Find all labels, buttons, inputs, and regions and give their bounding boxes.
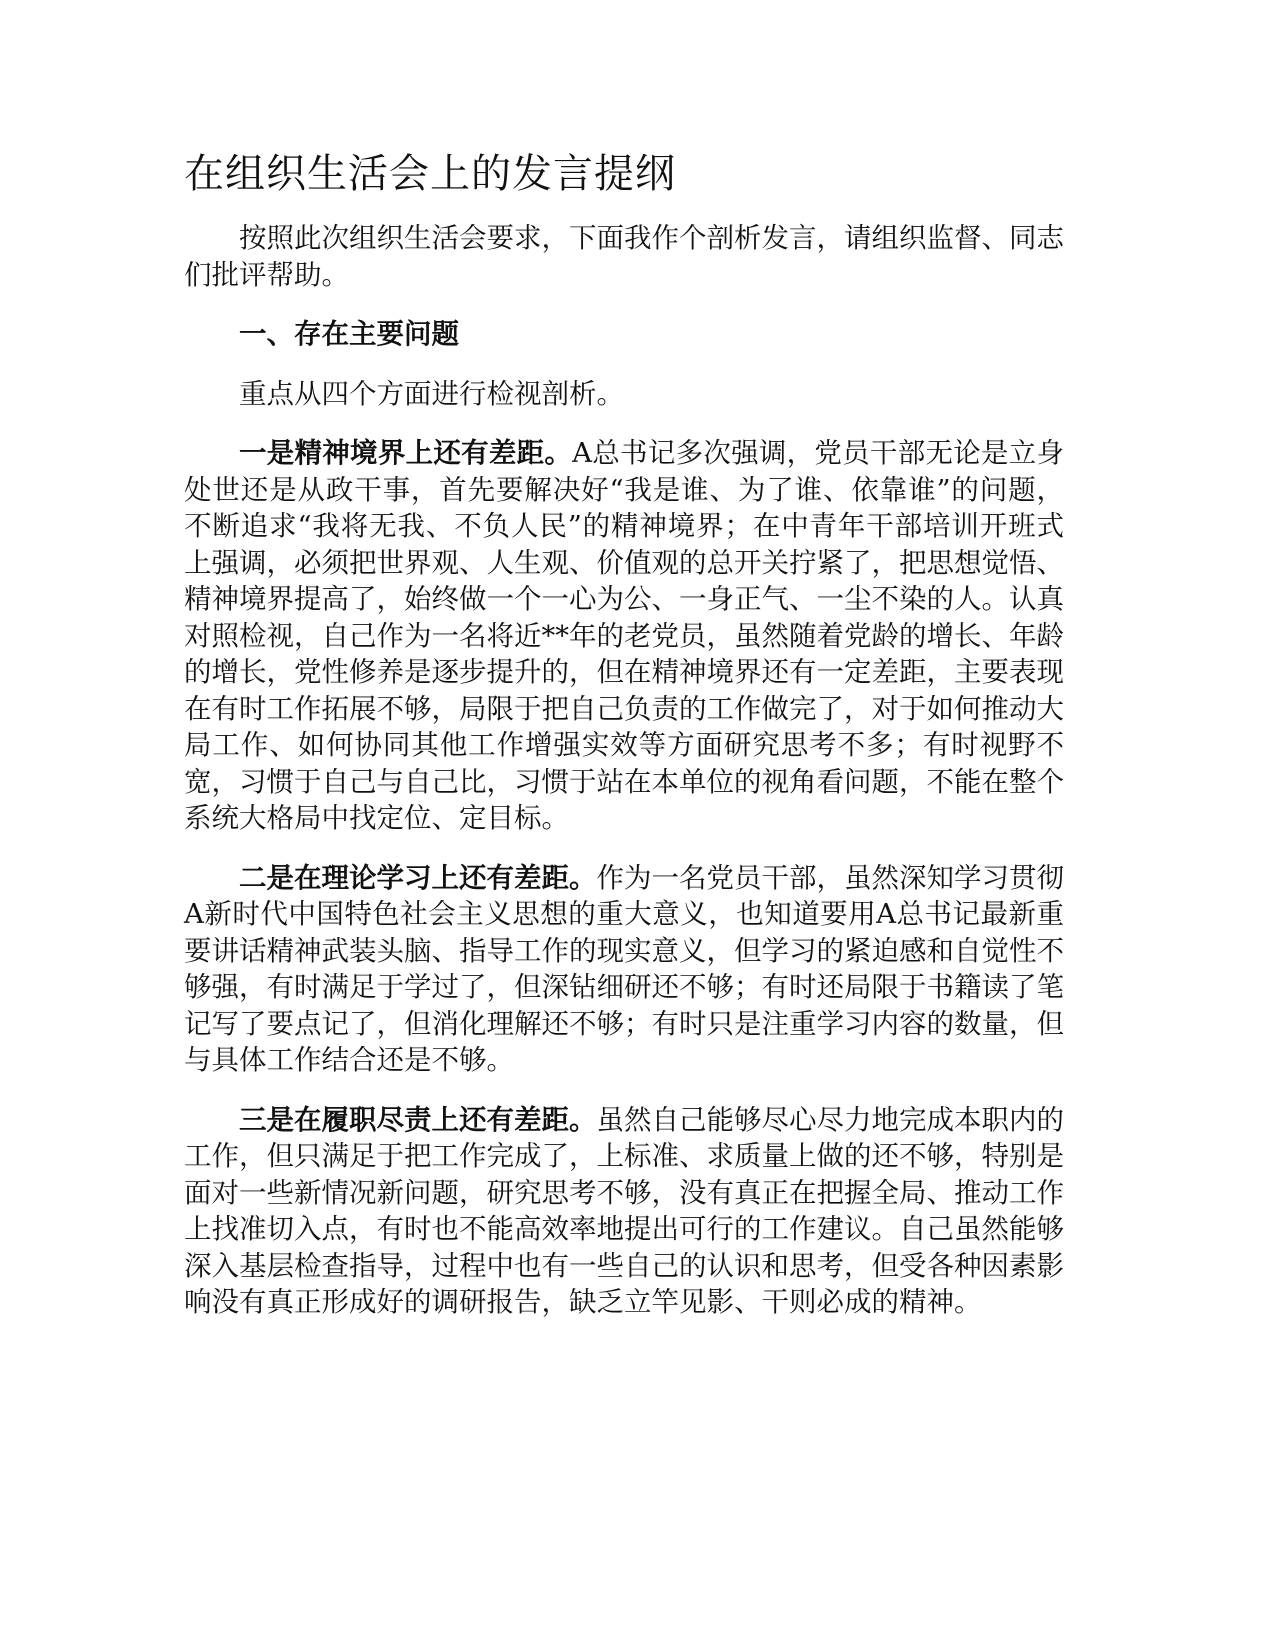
problem-lead-3: 三是在履职尽责上还有差距。 [239,1103,597,1136]
intro-paragraph: 按照此次组织生活会要求，下面我作个剖析发言，请组织监督、同志们批评帮助。 [184,222,1064,291]
problem-text-1: A总书记多次强调，党员干部无论是立身处世还是从政干事，首先要解决好“我是谁、为了谁、依靠谁”的问题，不断追求“我将无我、不负人民”的精神境界；在中青年干部培训开班式上强调，必须把世界观、人生观、价值观的总开关拧紧了，把思想觉悟、精神境界提高了，始终做一个一心为公、一身正气、一尘不染的人。认真对照检视，自己作为一名将近**年的老党员，虽然随着党龄的增长、年龄的增长，党性修养是逐步提升的，但在精神境界还有一定差距，主要表现在有时工作拓展不够，局限于把自己负责的工作做完了，对于如何推动大局工作、如何协同其他工作增强实效等方面研究思考不多；有时视野不宽，习惯于自己与自己比，习惯于站在本单位的视角看问题，不能在整个系统大格局中找定位、定目标。 [184,437,1065,834]
problem-paragraph-3 [184,1102,1064,1321]
problem-text-2: 作为一名党员干部，虽然深知学习贯彻A新时代中国特色社会主义思想的重大意义，也知道要用A总书记最新重要讲话精神武装头脑、指导工作的现实意义，但学习的紧迫感和自觉性不够强，有时满足于学过了，但深钻细研还不够；有时还局限于书籍读了笔记写了要点记了，但消化理解还不够；有时只是注重学习内容的数量，但与具体工作结合还是不够。 [184,861,1064,1076]
document-body [184,146,1064,1344]
problem-lead-2: 二是在理论学习上还有差距。 [239,861,597,894]
problem-lead-1: 一是精神境界上还有差距。 [239,437,573,469]
problem-paragraph-2 [184,860,1064,1079]
document-title: 在组织生活会上的发言提纲 [184,151,676,197]
section-summary: 重点从四个方面进行检视剖析。 [239,377,624,410]
section-heading: 一、存在主要问题 [239,318,459,350]
problem-text-3: 虽然自己能够尽心尽力地完成本职内的工作，但只满足于把工作完成了，上标准、求质量上做的还不够，特别是面对一些新情况新问题，研究思考不够，没有真正在把握全局、推动工作上找准切入点，有时也不能高效率地提出可行的工作建议。自己虽然能够深入基层检查指导，过程中也有一些自己的认识和思考，但受各种因素影响没有真正形成好的调研报告，缺乏立竿见影、干则必成的精神。 [184,1103,1064,1318]
problem-paragraph-1 [184,435,1064,837]
